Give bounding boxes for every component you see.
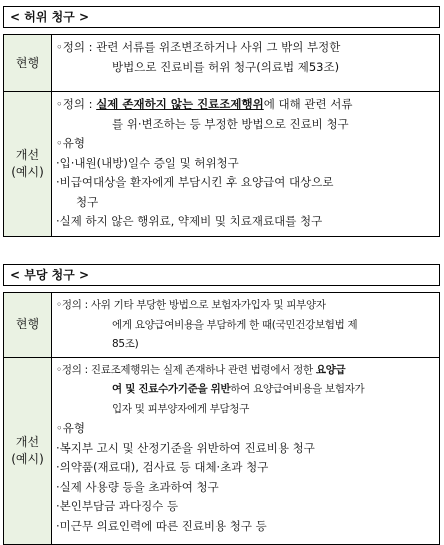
table-row [4, 293, 440, 358]
improvement-definition: ◦정의 : 실제 존재하지 않는 진료조제행위에 대해 관련 서류 [56, 97, 353, 111]
type-item: ·비급여대상을 환자에게 부담시킨 후 요양급여 대상으로 [56, 175, 334, 189]
section-title-improper-claim: < 부당 청구 > [3, 264, 440, 286]
table-row [4, 92, 440, 237]
improper-claim-table [3, 292, 440, 545]
type-item: ·본인부담금 과다징수 등 [56, 499, 179, 513]
emphasis-text: 실제 존재하지 않는 진료조제행위 [96, 97, 264, 111]
improvement-content [52, 357, 440, 544]
improvement-label [4, 92, 52, 237]
definition-line: 방법으로 진료비를 허위 청구(의료법 제53조) [112, 59, 340, 74]
type-item: ·실제 사용량 등을 초과하여 청구 [56, 479, 219, 494]
improvement-label [4, 357, 52, 544]
type-item: ·입·내원(내방)일수 증일 및 허위청구 [56, 155, 239, 170]
section-title-false-claim: < 허위 청구 > [3, 6, 440, 28]
type-item: ·의약품(재료대), 검사료 등 대체·초과 청구 [56, 460, 269, 474]
type-item: ·미근무 의료인력에 따른 진료비용 청구 등 [56, 518, 267, 533]
improvement-content [52, 92, 440, 237]
definition-line: 여 및 진료수가기준을 위반하여 요양급여비용을 보험자가 [112, 383, 365, 395]
definition-line: 에게 요양급여비용을 부담하게 한 때(국민건강보험법 제 [112, 318, 358, 331]
table-row [4, 35, 440, 92]
current-definition [52, 35, 440, 92]
type-item: 청구 [76, 194, 99, 209]
improvement-label-line: 개선 [15, 148, 40, 162]
type-header: ◦유형 [56, 421, 86, 435]
definition-line: ◦정의 : 관련 서류를 위조변조하거나 사위 그 밖의 부정한 [56, 40, 341, 54]
type-item: ·실제 하지 않은 행위료, 약제비 및 치료재료대를 청구 [56, 214, 323, 228]
emphasis-text: 여 및 진료수가기준을 위반 [112, 383, 231, 395]
improvement-label-line: (예시) [11, 451, 44, 466]
improvement-label-line: (예시) [11, 165, 44, 179]
false-claim-table [3, 34, 440, 237]
definition-line: 를 위·변조하는 등 부정한 방법으로 진료비 청구 [112, 116, 349, 131]
type-header: ◦유형 [56, 136, 86, 150]
emphasis-text: 요양급 [315, 363, 346, 376]
definition-line: 입자 및 피부양자에게 부담청구 [112, 402, 250, 415]
improvement-definition: ◦정의 : 진료조제행위는 실제 존재하나 관련 법령에서 정한 요양급 [56, 363, 346, 376]
improvement-label-line: 개선 [15, 434, 40, 449]
type-item: ·복지부 고시 및 산정기준을 위반하여 진료비용 청구 [56, 440, 315, 455]
current-label: 현행 [4, 35, 52, 92]
current-label: 현행 [4, 293, 52, 358]
definition-line: 85조) [112, 338, 139, 350]
current-definition [52, 293, 440, 358]
definition-line: ◦정의 : 사위 기타 부당한 방법으로 보험자가입자 및 피부양자 [56, 299, 326, 311]
table-row [4, 357, 440, 544]
